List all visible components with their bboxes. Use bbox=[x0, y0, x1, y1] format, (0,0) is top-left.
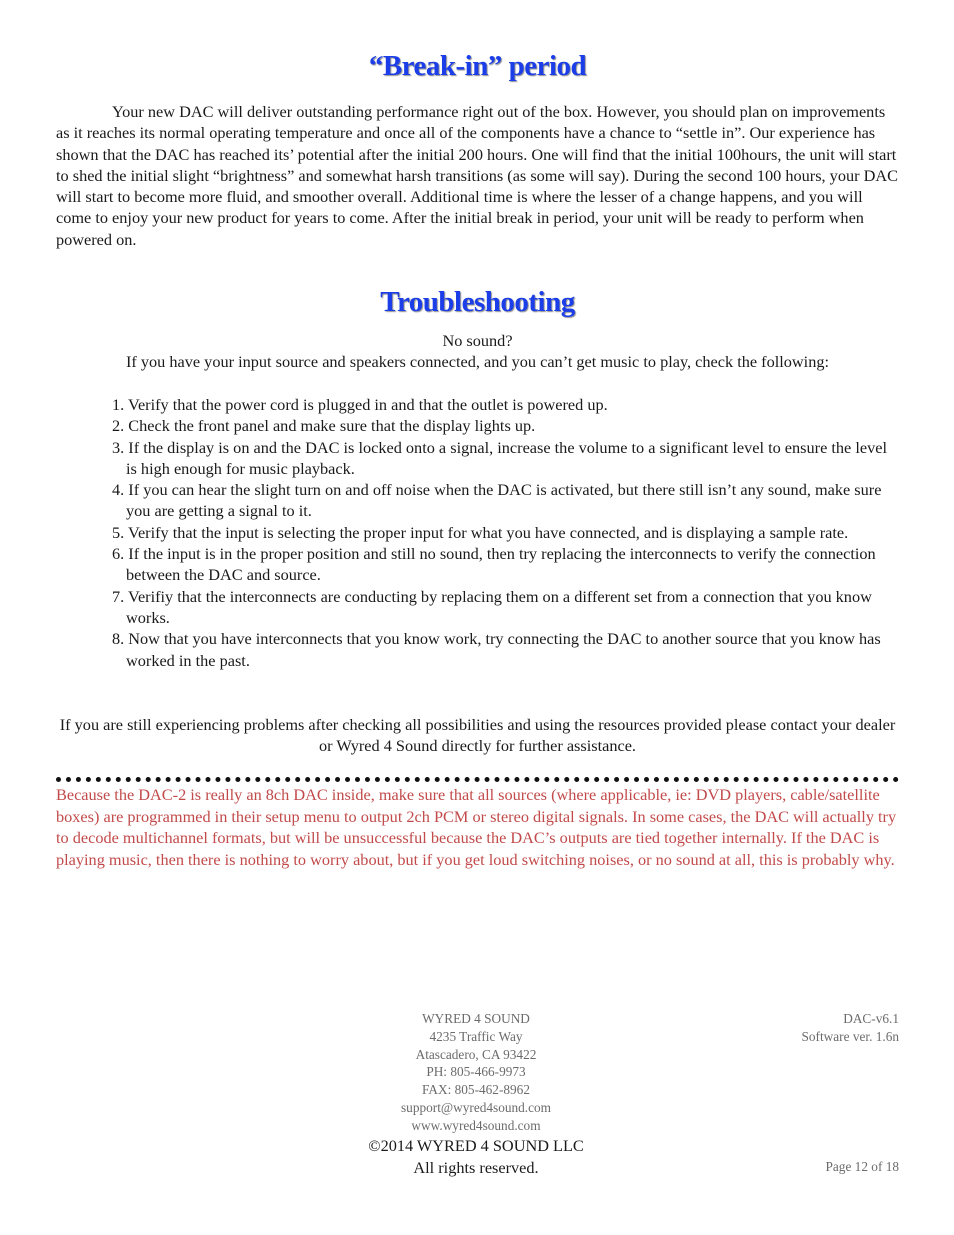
step-item: 2. Check the front panel and make sure that the display lights up. bbox=[112, 416, 536, 436]
step-item: 4. If you can hear the slight turn on and off noise when the DAC is activated, but there still isn’t any sound, make sure you are getting a signal to it. bbox=[112, 480, 882, 521]
step-item: 5. Verify that the input is selecting the proper input for what you have connected, and is displaying a sample rate. bbox=[112, 522, 849, 542]
street-address: 4235 Traffic Way bbox=[429, 1028, 523, 1044]
rights-line: All rights reserved. bbox=[413, 1157, 539, 1177]
manual-page bbox=[56, 0, 899, 1235]
troubleshooting-heading: Troubleshooting bbox=[380, 286, 575, 318]
fax-number: FAX: 805-462-8962 bbox=[422, 1082, 530, 1098]
step-item: 7. Verifiy that the interconnects are conducting by replacing them on a different set from a connection that you know works. bbox=[112, 586, 872, 627]
troubleshooting-steps bbox=[112, 394, 899, 671]
copyright-line: ©2014 WYRED 4 SOUND LLC bbox=[368, 1136, 584, 1155]
company-address bbox=[356, 1010, 596, 1135]
step-item: 8. Now that you have interconnects that you know work, try connecting the DAC to another source that you know has worked in the past. bbox=[112, 629, 881, 670]
troubleshooting-closing: If you are still experiencing problems after checking all possibilities and using the resources provided please contact your dealer or Wyred 4 Sound directly for further assistance. bbox=[59, 715, 896, 756]
breakin-paragraph: Your new DAC will deliver outstanding performance right out of the box. However, you should plan on improvements as it reaches its normal operating temperature and once all of the components have a chance to “settle in”. Our experience has shown that the DAC has reached its’ potential after the initial 200 hours. One will find that the initial 100hours, the unit will start to shed the initial slight “brightness” and somewhat harsh transitions (as some will say). During the second 100 hours, your DAC will start to become more fluid, and smoother overall. Additional time is where the lesser of a change happens, and you will come to enjoy your new product for years to come. After the initial break in period, your unit will be ready to perform when powered on. bbox=[56, 102, 898, 249]
support-email: support@wyred4sound.com bbox=[401, 1099, 551, 1115]
city-address: Atascadero, CA 93422 bbox=[415, 1046, 537, 1062]
breakin-heading: “Break-in” period bbox=[368, 50, 587, 82]
version-info bbox=[699, 1010, 899, 1046]
step-item: 1. Verify that the power cord is plugged in and that the outlet is powered up. bbox=[112, 395, 608, 414]
step-item: 6. If the input is in the proper position and still no sound, then try replacing the interconnects to verify the connection between the DAC and source. bbox=[112, 544, 876, 585]
dotted-divider bbox=[56, 777, 899, 782]
troubleshooting-lead: If you have your input source and speakers connected, and you can’t get music to play, check the following: bbox=[125, 352, 830, 371]
step-item: 3. If the display is on and the DAC is locked onto a signal, increase the volume to a significant level to ensure the level is high enough for music playback. bbox=[112, 437, 887, 478]
no-sound-subtitle: No sound? bbox=[442, 331, 513, 350]
model-version: DAC-v6.1 bbox=[843, 1011, 899, 1026]
dac2-note: Because the DAC-2 is really an 8ch DAC inside, make sure that all sources (where applicable, ie: DVD players, cable/satellite boxes) are programmed in their setup menu to output 2ch PCM or stereo digital signals. In some cases, the DAC will actually try to decode multichannel formats, but will be unsuccessful because the DAC’s outputs are tied together internally. If the DAC is playing music, then there is nothing to worry about, but if you get loud switching noises, or no sound at all, this is probably why. bbox=[56, 785, 897, 869]
company-name: WYRED 4 SOUND bbox=[422, 1011, 530, 1026]
software-version: Software ver. 1.6n bbox=[801, 1028, 899, 1044]
copyright-block bbox=[326, 1135, 626, 1178]
page-number: Page 12 of 18 bbox=[825, 1159, 899, 1174]
phone-number: PH: 805-466-9973 bbox=[426, 1064, 526, 1080]
website-url: www.wyred4sound.com bbox=[411, 1117, 541, 1133]
